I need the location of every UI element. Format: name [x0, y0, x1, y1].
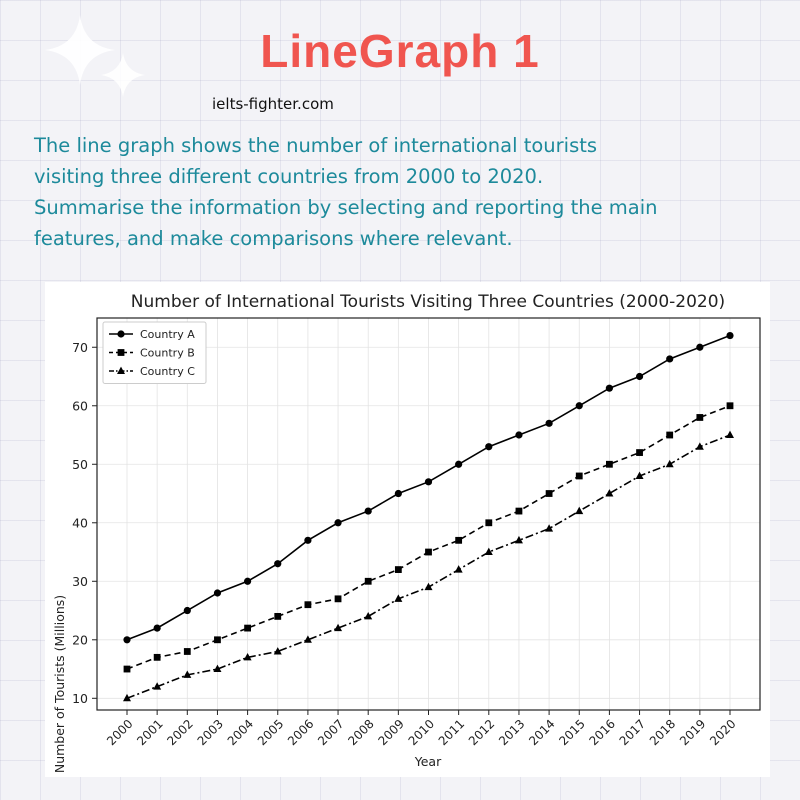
legend [103, 322, 206, 384]
data-point [184, 607, 191, 614]
data-point [636, 449, 643, 456]
data-point [274, 560, 281, 567]
data-point [154, 624, 161, 631]
data-point [123, 636, 130, 643]
data-point [726, 431, 734, 438]
data-point [124, 666, 131, 673]
x-tick-label: 2001 [134, 716, 166, 749]
task-line: The line graph shows the number of international tourists [34, 134, 598, 157]
x-tick-label: 2008 [345, 716, 377, 749]
data-point [335, 595, 342, 602]
x-tick-label: 2002 [164, 716, 196, 749]
data-point [576, 402, 583, 409]
task-line: visiting three different countries from 2000 to 2020. [34, 165, 544, 188]
data-point [575, 507, 583, 514]
legend-label: Country A [140, 328, 195, 341]
data-point [305, 601, 312, 608]
data-point [546, 420, 553, 427]
x-tick-label: 2011 [435, 716, 468, 749]
data-point [214, 589, 221, 596]
data-point [244, 625, 251, 632]
data-point [365, 507, 372, 514]
x-tick-label: 2014 [526, 716, 558, 749]
legend-label: Country C [140, 365, 195, 378]
y-tick-label: 20 [72, 632, 88, 648]
y-axis-label: Number of Tourists (Millions) [52, 594, 67, 774]
x-tick-label: 2009 [375, 716, 407, 749]
data-point [184, 648, 191, 655]
data-point [485, 519, 492, 526]
data-point [395, 566, 402, 573]
line-chart [45, 282, 770, 777]
data-point [425, 549, 432, 556]
x-tick-label: 2004 [224, 716, 257, 749]
y-tick-label: 60 [72, 398, 88, 414]
x-tick-label: 2017 [616, 716, 649, 749]
x-tick-label: 2012 [465, 716, 498, 749]
data-point [636, 373, 643, 380]
y-tick-label: 30 [72, 573, 88, 589]
data-point [727, 402, 734, 409]
x-tick-label: 2015 [556, 716, 588, 749]
y-tick-label: 70 [72, 339, 88, 355]
data-point [425, 478, 432, 485]
data-point [425, 583, 433, 590]
x-tick-label: 2019 [676, 716, 709, 749]
data-point [214, 636, 221, 643]
data-point [576, 473, 583, 480]
data-point [726, 332, 733, 339]
x-tick-label: 2020 [707, 716, 739, 749]
task-prompt [34, 130, 794, 254]
data-point [118, 349, 125, 356]
x-tick-label: 2006 [284, 716, 317, 749]
data-point [696, 414, 703, 421]
data-point [606, 461, 613, 468]
x-tick-label: 2013 [496, 716, 528, 749]
x-tick-label: 2000 [104, 716, 136, 749]
data-point [515, 431, 522, 438]
data-point [365, 578, 372, 585]
data-point [606, 385, 613, 392]
data-point [455, 461, 462, 468]
data-point [666, 432, 673, 439]
x-tick-label: 2005 [254, 716, 287, 749]
data-point [244, 578, 251, 585]
data-point [455, 565, 463, 572]
x-axis-label: Year [414, 754, 442, 769]
data-point [666, 355, 673, 362]
data-point [364, 612, 372, 619]
y-tick-label: 10 [72, 690, 88, 706]
data-point [304, 537, 311, 544]
x-tick-label: 2007 [315, 716, 347, 749]
task-line: Summarise the information by selecting and reporting the main [34, 196, 658, 219]
data-point [274, 613, 281, 620]
legend-label: Country B [140, 346, 195, 360]
page-title: LineGraph 1 [260, 25, 540, 77]
x-tick-label: 2018 [646, 716, 679, 749]
data-point [516, 508, 523, 515]
data-point [154, 654, 161, 661]
data-point [334, 519, 341, 526]
data-point [546, 490, 553, 497]
task-line: features, and make comparisons where relevant. [34, 227, 513, 250]
x-tick-label: 2003 [194, 716, 227, 749]
data-point [117, 330, 124, 337]
chart-card [45, 282, 770, 777]
data-point [545, 524, 553, 531]
data-point [666, 460, 674, 467]
y-tick-label: 40 [72, 515, 88, 531]
data-point [395, 490, 402, 497]
data-point [485, 443, 492, 450]
x-tick-label: 2016 [586, 716, 618, 749]
data-point [455, 537, 462, 544]
y-tick-label: 50 [72, 456, 88, 472]
x-tick-label: 2010 [405, 716, 438, 749]
data-point [605, 489, 613, 496]
chart-title: Number of International Tourists Visiting Three Countries (2000-2020) [130, 292, 726, 312]
data-point [696, 344, 703, 351]
site-url: ielts-fighter.com [212, 95, 334, 113]
